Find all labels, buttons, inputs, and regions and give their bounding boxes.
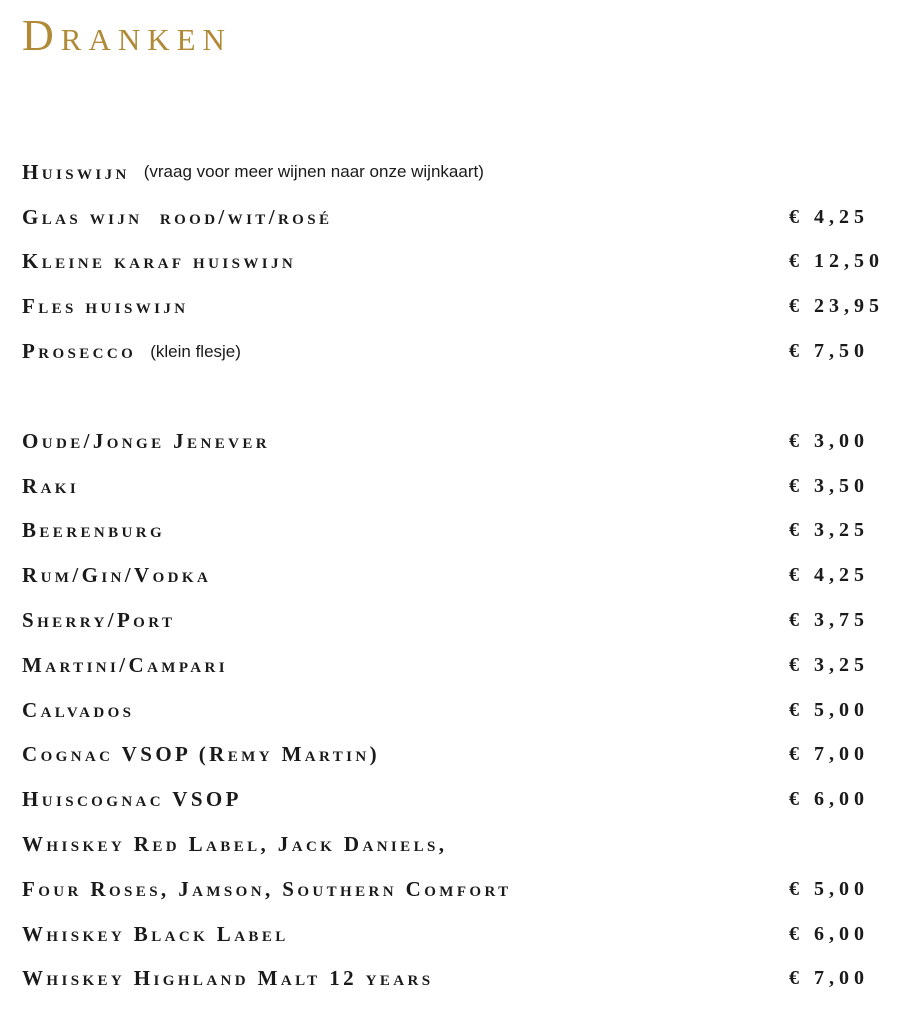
item-name: Prosecco xyxy=(22,339,137,364)
item-price: € 7,00 xyxy=(789,743,869,766)
item-name: Huiscognac VSOP xyxy=(22,787,242,812)
menu-item xyxy=(22,643,890,688)
item-price: € 7,00 xyxy=(789,967,869,990)
menu-item xyxy=(22,957,890,1002)
menu-item xyxy=(22,284,890,329)
item-note: (klein flesje) xyxy=(150,341,241,361)
item-price: € 3,25 xyxy=(789,519,869,542)
item-name: Martini/Campari xyxy=(22,652,229,677)
item-name: Raki xyxy=(22,473,80,498)
item-price: € 12,50 xyxy=(789,250,884,273)
drinks-menu xyxy=(22,150,890,1001)
item-price: € 5,00 xyxy=(789,877,869,900)
menu-item xyxy=(22,240,890,285)
menu-item xyxy=(22,688,890,733)
item-name: Calvados xyxy=(22,697,135,722)
item-price: € 3,00 xyxy=(789,429,869,452)
menu-item xyxy=(22,598,890,643)
item-price: € 4,25 xyxy=(789,564,869,587)
menu-item xyxy=(22,733,890,778)
menu-item xyxy=(22,822,890,867)
menu-item xyxy=(22,553,890,598)
item-price: € 5,00 xyxy=(789,698,869,721)
item-price: € 6,00 xyxy=(789,922,869,945)
item-name: Four Roses, Jamson, Southern Comfort xyxy=(22,876,512,901)
item-name: Sherry/Port xyxy=(22,608,176,633)
item-name: Whiskey Red Label, Jack Daniels, xyxy=(22,832,448,857)
item-name: Cognac VSOP (Remy Martin) xyxy=(22,742,380,767)
item-name: Huiswijn xyxy=(22,159,130,184)
item-name: Beerenburg xyxy=(22,518,166,543)
item-name: Fles huiswijn xyxy=(22,294,189,319)
item-name: Oude/Jonge Jenever xyxy=(22,428,270,453)
section-spacer xyxy=(22,374,890,419)
item-price: € 4,25 xyxy=(789,205,869,228)
item-name: Kleine karaf huiswijn xyxy=(22,249,297,274)
item-name: Rum/Gin/Vodka xyxy=(22,563,212,588)
item-price: € 3,75 xyxy=(789,609,869,632)
menu-item xyxy=(22,419,890,464)
item-price: € 7,50 xyxy=(789,340,869,363)
item-price: € 6,00 xyxy=(789,788,869,811)
item-name: Glas wijn rood/wit/rosé xyxy=(22,204,333,229)
item-name: Whiskey Black Label xyxy=(22,921,289,946)
item-note: (vraag voor meer wijnen naar onze wijnkaart) xyxy=(143,162,484,182)
page-title: Dranken xyxy=(22,11,232,60)
menu-item xyxy=(22,912,890,957)
menu-item xyxy=(22,329,890,374)
menu-item xyxy=(22,509,890,554)
item-name: Whiskey Highland Malt 12 years xyxy=(22,966,434,991)
menu-item xyxy=(22,195,890,240)
menu-item xyxy=(22,777,890,822)
item-price: € 3,25 xyxy=(789,653,869,676)
item-price: € 3,50 xyxy=(789,474,869,497)
item-price: € 23,95 xyxy=(789,295,884,318)
menu-item xyxy=(22,150,890,195)
menu-item xyxy=(22,867,890,912)
menu-item xyxy=(22,464,890,509)
